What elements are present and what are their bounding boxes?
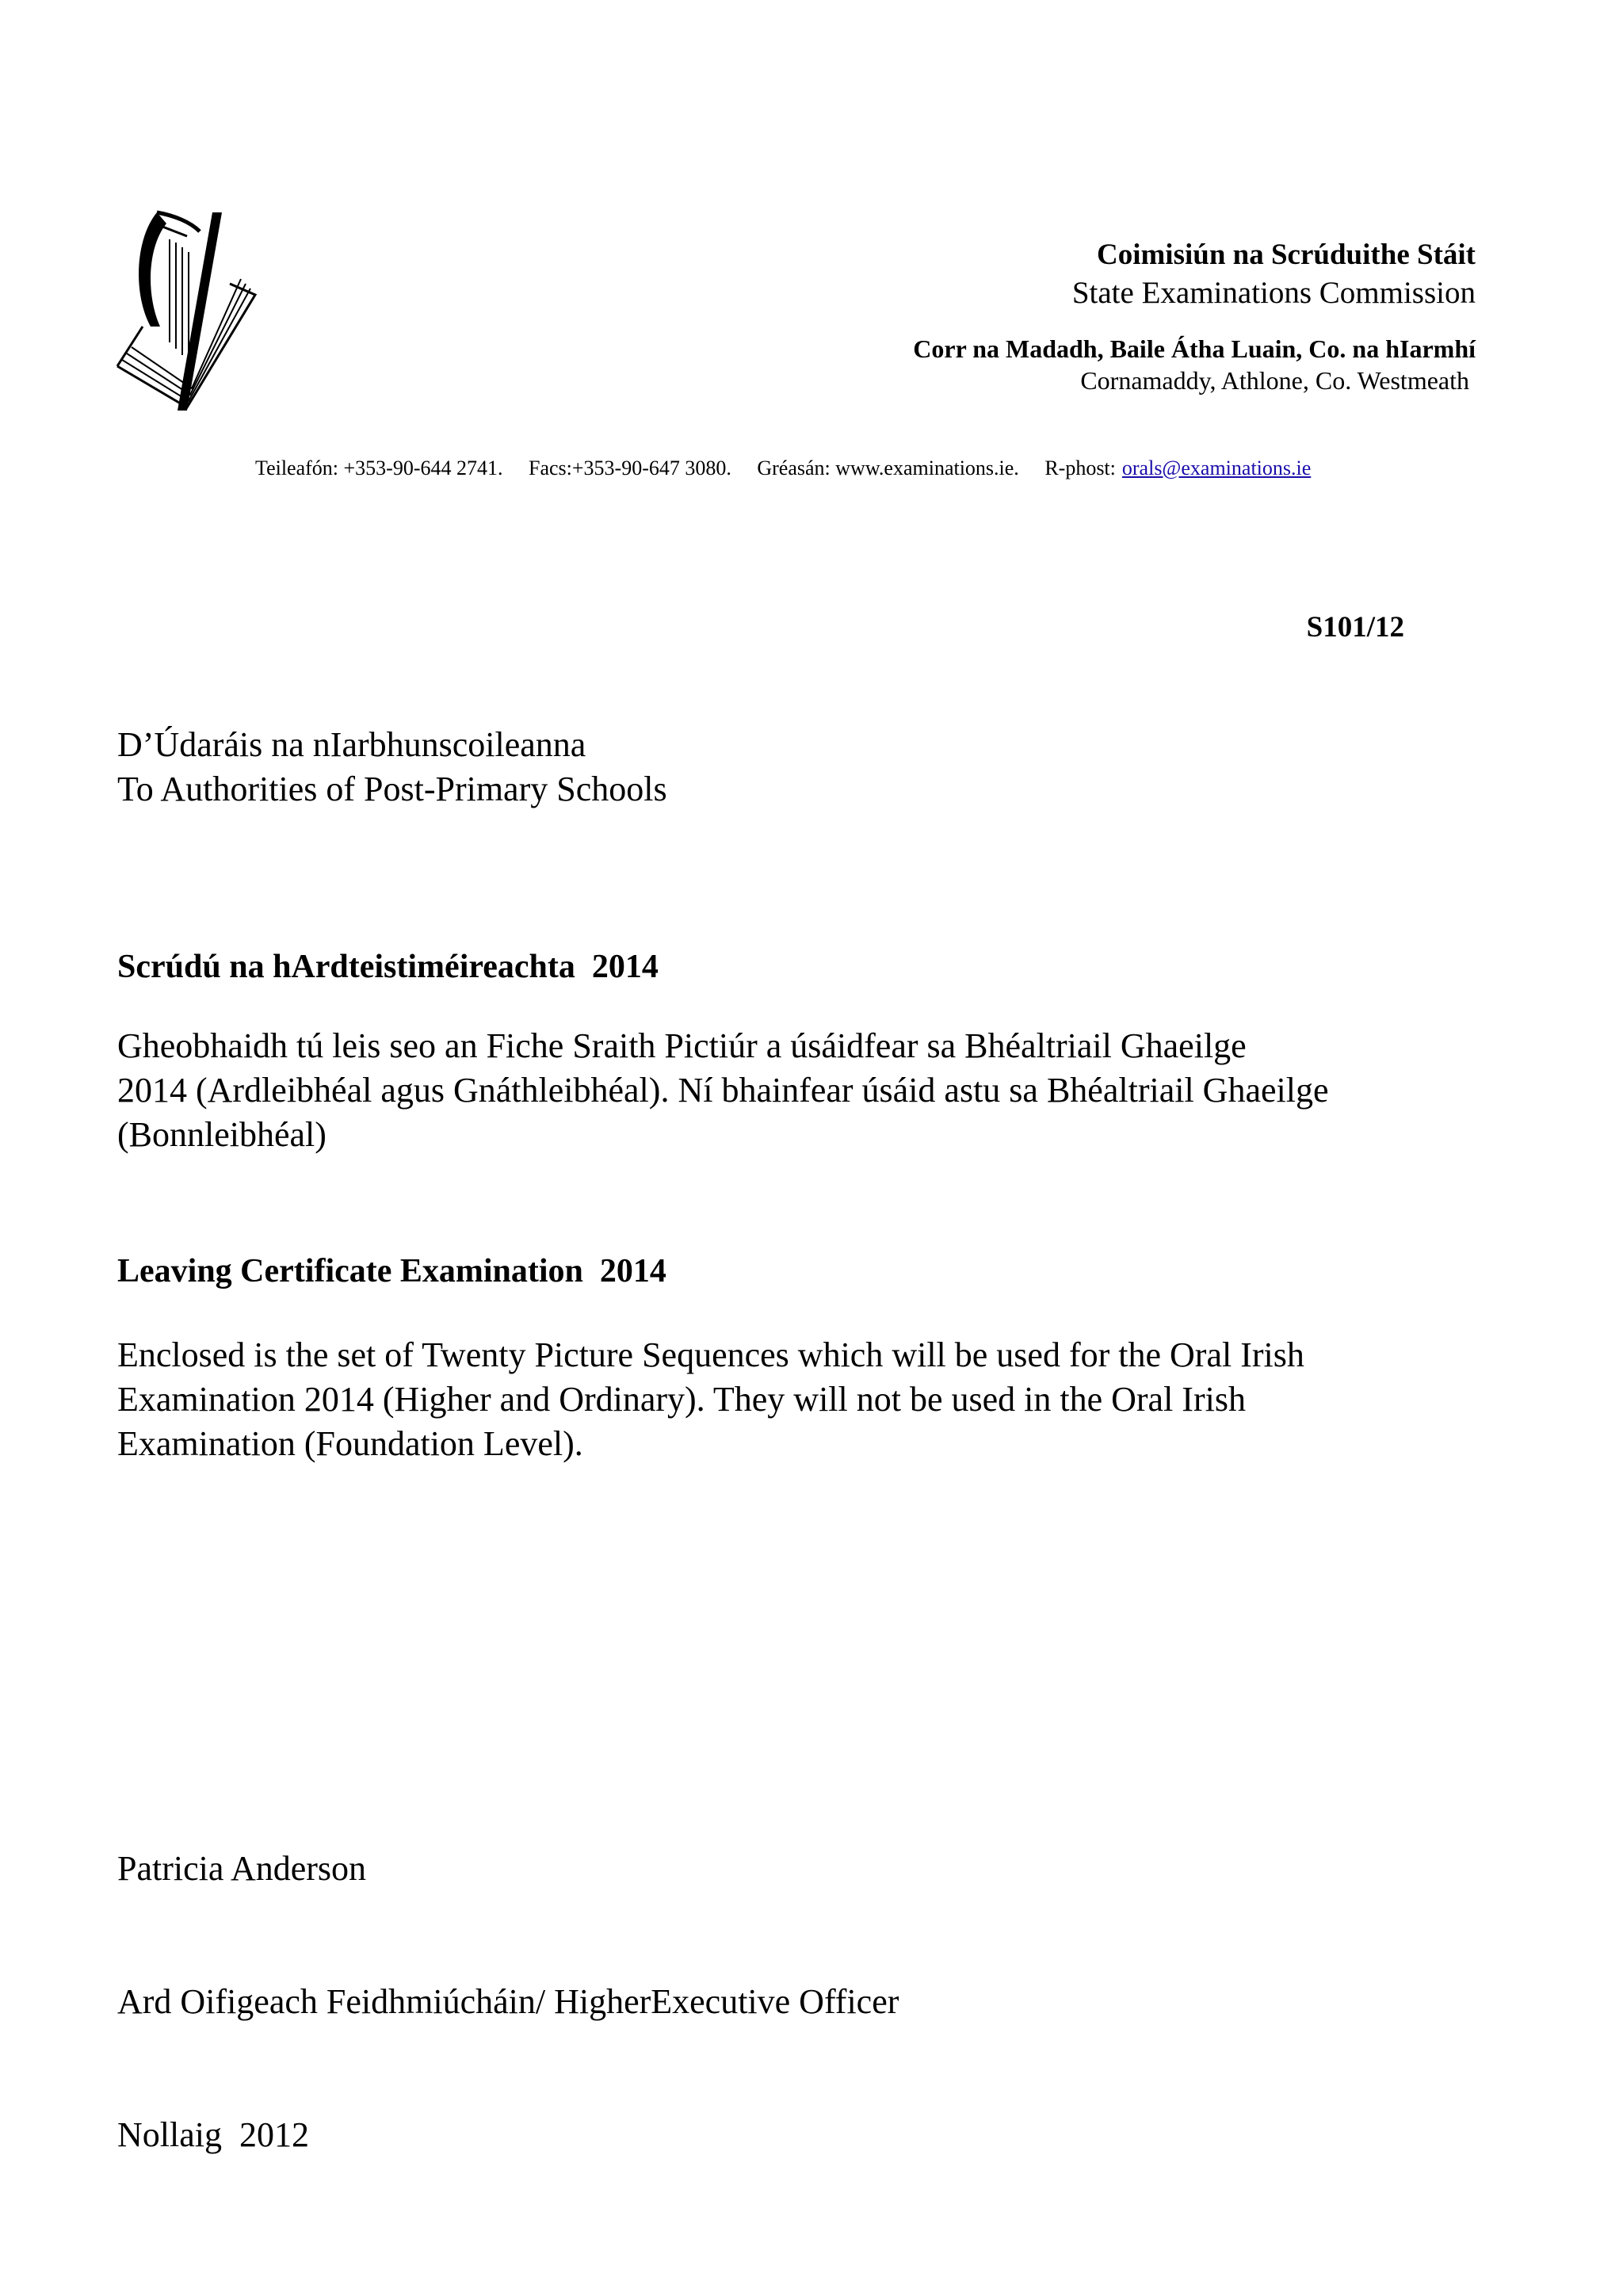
website: Gréasán: www.examinations.ie.	[757, 457, 1019, 479]
paragraph-irish: Gheobhaidh tú leis seo an Fiche Sraith Pictiúr a úsáidfear sa Bhéaltriail Ghaeilge 2014 (Ardleibhéal agus Gnáthleibhéal). Ní bhainfear úsáid astu sa Bhéaltriail Ghaeilge (Bonnleibhéal)	[117, 1026, 1329, 1154]
heading-english: Leaving Certificate Examination 2014	[117, 1253, 666, 1289]
paragraph-english: Enclosed is the set of Twenty Picture Sequences which will be used for the Oral Irish Examination 2014 (Higher and Ordinary). They will not be used in the Oral Irish Examination (Foundation Level).	[117, 1335, 1304, 1463]
phone-number: Teileafón: +353-90-644 2741.	[255, 457, 503, 479]
signature-block	[117, 1758, 899, 2202]
address-irish: Corr na Madadh, Baile Átha Luain, Co. na hIarmhí	[913, 334, 1476, 363]
recipient-english: To Authorities of Post-Primary Schools	[117, 770, 667, 808]
letter-date: Nollaig 2012	[117, 2115, 309, 2154]
reference-number: S101/12	[1306, 611, 1404, 644]
org-name-english: State Examinations Commission	[1071, 276, 1476, 310]
recipient-block	[117, 723, 667, 812]
email-link[interactable]: orals@examinations.ie	[1121, 457, 1312, 479]
email-label: R-phost:	[1044, 457, 1116, 479]
signatory-title: Ard Oifigeach Feidhmiúcháin/ HigherExecutive Officer	[117, 1982, 899, 2021]
recipient-irish: D’Údaráis na nIarbhunscoileanna	[117, 725, 586, 764]
signatory-name: Patricia Anderson	[117, 1849, 367, 1888]
address-english: Cornamaddy, Athlone, Co. Westmeath	[1080, 366, 1469, 395]
heading-irish: Scrúdú na hArdteistiméireachta 2014	[117, 949, 659, 985]
letterhead	[604, 236, 1476, 396]
org-name-irish: Coimisiún na Scrúduithe Stáit	[1096, 239, 1476, 271]
harp-book-logo-icon	[111, 208, 262, 414]
fax-number: Facs:+353-90-647 3080.	[529, 457, 731, 479]
contact-line	[255, 457, 1311, 480]
